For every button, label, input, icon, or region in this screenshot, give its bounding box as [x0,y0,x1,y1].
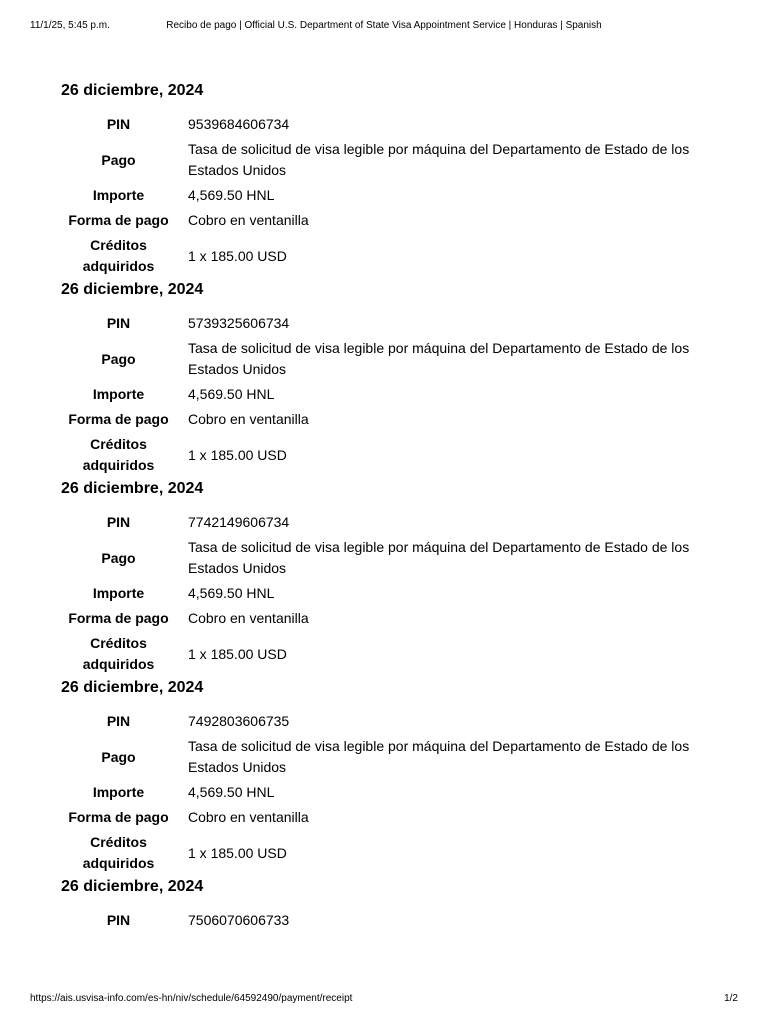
forma-de-pago-value: Cobro en ventanilla [188,411,309,427]
receipt-row-pin [61,709,708,734]
receipt-row-pago [61,336,708,382]
forma-de-pago-label: Forma de pago [68,610,169,626]
receipt-row-creditos [61,830,708,876]
forma-de-pago-label: Forma de pago [68,411,169,427]
creditos-label: Créditos adquiridos [82,834,155,871]
pago-label: Pago [101,748,136,765]
print-page-title: Recibo de pago | Official U.S. Department of State Visa Appointment Service | Honduras | Spanish [166,20,602,31]
pin-value: 7742149606734 [188,514,290,530]
receipt-date: 26 diciembre, 2024 [61,82,204,99]
pin-value: 5739325606734 [188,315,290,331]
pin-label: PIN [106,514,131,530]
pin-value: 7492803606735 [188,713,290,729]
receipts-list [61,80,721,933]
receipt-row-forma-de-pago [61,407,708,432]
receipt-row-importe [61,780,708,805]
pin-label: PIN [106,713,131,729]
creditos-label: Créditos adquiridos [82,436,155,473]
creditos-label: Créditos adquiridos [82,635,155,672]
receipt-date: 26 diciembre, 2024 [61,878,204,895]
pin-value: 9539684606734 [188,116,290,132]
receipt-date: 26 diciembre, 2024 [61,281,204,298]
forma-de-pago-label: Forma de pago [68,212,169,228]
print-page-number: 1/2 [724,993,738,1004]
receipt-row-creditos [61,631,708,677]
print-header [30,19,738,33]
print-footer [30,992,738,1006]
receipt-row-pin [61,311,708,336]
importe-label: Importe [92,784,145,800]
receipt-row-forma-de-pago [61,606,708,631]
pin-label: PIN [106,315,131,331]
receipt-date: 26 diciembre, 2024 [61,480,204,497]
creditos-value: 1 x 185.00 USD [188,844,287,861]
print-datetime: 11/1/25, 5:45 p.m. [30,20,110,31]
receipt-details-table [61,709,708,876]
receipt [61,876,721,933]
receipt-row-forma-de-pago [61,805,708,830]
receipt-row-importe [61,382,708,407]
creditos-value: 1 x 185.00 USD [188,247,287,264]
receipt-details-table [61,311,708,478]
pin-value: 7506070606733 [188,912,290,928]
receipt-date: 26 diciembre, 2024 [61,679,204,696]
importe-value: 4,569.50 HNL [188,386,275,402]
pago-value: Tasa de solicitud de visa legible por máquina del Departamento de Estado de los Estados Unidos [188,141,690,178]
creditos-value: 1 x 185.00 USD [188,645,287,662]
pin-label: PIN [106,912,131,928]
forma-de-pago-value: Cobro en ventanilla [188,610,309,626]
pago-label: Pago [101,549,136,566]
receipt [61,279,721,478]
pago-label: Pago [101,350,136,367]
pin-label: PIN [106,116,131,132]
receipt-row-pin [61,112,708,137]
receipt [61,478,721,677]
receipt-row-pago [61,734,708,780]
receipt-row-pin [61,510,708,535]
receipt-row-forma-de-pago [61,208,708,233]
receipt-details-table [61,510,708,677]
pago-value: Tasa de solicitud de visa legible por máquina del Departamento de Estado de los Estados Unidos [188,738,690,775]
receipt [61,677,721,876]
pago-value: Tasa de solicitud de visa legible por máquina del Departamento de Estado de los Estados Unidos [188,539,690,576]
importe-label: Importe [92,386,145,402]
receipt-row-pago [61,137,708,183]
receipt-details-table [61,112,708,279]
forma-de-pago-value: Cobro en ventanilla [188,809,309,825]
importe-label: Importe [92,585,145,601]
receipt-row-creditos [61,233,708,279]
receipt-row-importe [61,183,708,208]
creditos-label: Créditos adquiridos [82,237,155,274]
receipt-row-pin [61,908,708,933]
receipt [61,80,721,279]
receipt-details-table [61,908,708,933]
creditos-value: 1 x 185.00 USD [188,446,287,463]
forma-de-pago-value: Cobro en ventanilla [188,212,309,228]
forma-de-pago-label: Forma de pago [68,809,169,825]
pago-value: Tasa de solicitud de visa legible por máquina del Departamento de Estado de los Estados Unidos [188,340,690,377]
importe-value: 4,569.50 HNL [188,187,275,203]
importe-label: Importe [92,187,145,203]
print-page-url: https://ais.usvisa-info.com/es-hn/niv/schedule/64592490/payment/receipt [30,993,353,1004]
receipt-row-creditos [61,432,708,478]
receipt-row-pago [61,535,708,581]
pago-label: Pago [101,151,136,168]
receipt-row-importe [61,581,708,606]
importe-value: 4,569.50 HNL [188,784,275,800]
importe-value: 4,569.50 HNL [188,585,275,601]
